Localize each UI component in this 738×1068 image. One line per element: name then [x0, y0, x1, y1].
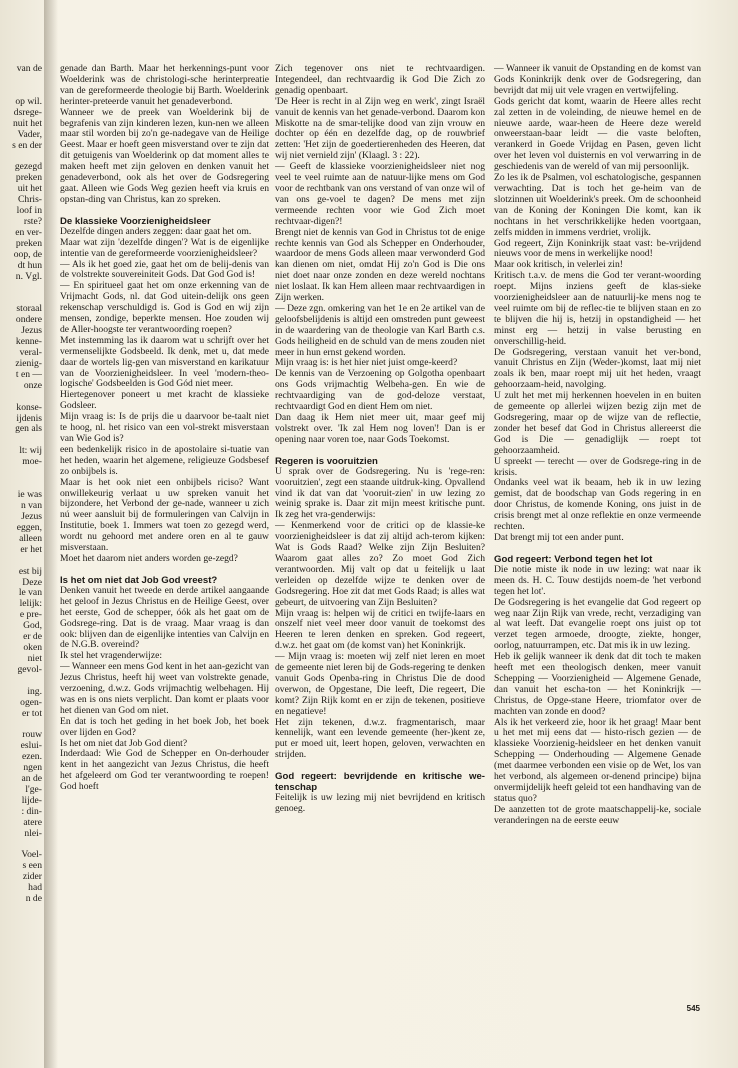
fragment-line: eslui-	[20, 741, 42, 752]
paragraph: De Godsregering is het evangelie dat God regeert op weg naar Zijn Rijk van vrede, recht, verzadiging van al wat leeft. Dat evangelie roept ons juist op tot verzet tegen armoede, droogte, ziekte, honger, oorlog, natuurrampen, etc. Dat mis ik in uw lezing.	[494, 596, 701, 652]
fragment-line	[0, 676, 42, 687]
paragraph: Wanneer we de preek van Woelderink bij de begrafenis van zijn kinderen lezen, kun-nen we alleen maar stil worden bij zo'n ge-nadegave van de Heilige Geest. Maar er hoeft geen misverstand over te zijn dat dit getuigenis van Woelderink op dat moment alles te maken heeft met zijn geloven en denken vanuit het genadeverbond, ook als het over de Godsregering gaat. Alleen wie Gods Weg gezien heeft via kruis en opstan-ding van Christus, kan zo spreken.	[60, 106, 269, 205]
section-heading: God regeert: Verbond tegen het lot	[494, 553, 653, 565]
paragraph: Mijn vraag is: Is de prijs die u daarvoor be-taalt niet te hoog, nl. het risico van een vol-strekt misverstaan van Wie God is?	[60, 411, 269, 444]
gutter-shadow	[44, 0, 58, 1068]
fragment-line: rste?	[23, 216, 42, 227]
fragment-line: gen als	[15, 424, 42, 435]
fragment-line: lijde-	[21, 795, 42, 806]
fragment-line	[0, 719, 42, 730]
fragment-line: moe-	[22, 457, 42, 468]
fragment-line: lelijk:	[19, 599, 42, 610]
paragraph: En dat is toch het geding in het boek Job, het boek over lijden en God?	[60, 715, 269, 738]
paragraph: God regeert, Zijn Koninkrijk staat vast: be-vrijdend nieuws voor de mens in werkelijke nood!	[494, 237, 701, 260]
fragment-line	[0, 75, 42, 86]
fragment-line: gevol-	[17, 664, 42, 675]
paragraph: De Godsregering, verstaan vanuit het ver-bond, vanuit Christus en Zijn (Weder-)komst, laat mij niet zoals ik ben, maar roept mij uit het heden, vraagt gehoorzaam-heid, navolging.	[494, 346, 701, 391]
paragraph: Ondanks veel wat ik beaam, heb ik in uw lezing gemist, dat de boodschap van Gods regering in en door Christus, de komende Koning, ons juist in de crisis brengt met al onze reflektie en onze vermeende rechten.	[494, 477, 701, 533]
fragment-line: op wil.	[15, 96, 42, 107]
paragraph: Met instemming las ik daarom wat u schrijft over het vermenselijkte Godsbeeld. Ik denk, met u, dat mede daar de wortels lig-gen van misverstand en karikatuur van de Voorzienigheidsleer. In veel 'modern-theo-logische' Godsbeelden is God Gód niet meer.	[60, 334, 269, 390]
paragraph: Maar ook kritisch, in velerlei zin!	[494, 259, 623, 271]
fragment-line	[0, 282, 42, 293]
paragraph: Brengt niet de kennis van God in Christus tot de enige rechte kennis van God als Schepper en Onderhouder, waardoor de mens Gods alleen maar verwonderd God kan dienen om niet, omdat Hij zo'n God is Die ons niet doet naar onze zonden en deze wereld nochtans niet loslaat. Ik kan Hem alleen maar rechtvaardigen in Zijn werken.	[275, 226, 485, 304]
column-1	[60, 64, 269, 793]
paragraph: De kennis van de Verzoening op Golgotha openbaart ons Gods vrijmachtig Welbeha-gen. En wie de rechtvaardiging van de god-deloze verstaat, rechtvaardigt God en dient Hem om niet.	[275, 368, 485, 413]
paragraph: U zult het met mij herkennen hoevelen in en buiten de gemeente op allerlei wijzen bezig zijn met de Godsregering, maar op de wijze van de reflectie, zonder het besef dat God in Christus allereerst die God is Die — genadiglijk — roept tot gehoorzaamheid.	[494, 390, 701, 456]
fragment-line	[0, 479, 42, 490]
fragment-line: konse-	[16, 402, 42, 413]
fragment-line: veral-	[19, 348, 42, 359]
fragment-line: alleen	[19, 533, 42, 544]
fragment-line: Chris-	[18, 195, 42, 206]
fragment-line: er de	[23, 632, 42, 643]
paragraph: Is het om niet dat Job God dient?	[60, 737, 188, 749]
fragment-line: est bij	[18, 566, 42, 577]
fragment-line: ie was	[17, 490, 42, 501]
paragraph: De aanzetten tot de grote maatschappelij-ke, sociale veranderingen na de eerste eeuw	[494, 803, 701, 826]
fragment-line: dt hun	[17, 260, 42, 271]
paragraph: — Wanneer ik vanuit de Opstanding en de komst van Gods Koninkrijk denk over de Godsregering, dan bevrijdt dat mij uit vele vragen en vertwijfeling.	[494, 64, 701, 96]
fragment-line: e pre-	[19, 610, 42, 621]
paragraph: Ik stel het vragenderwijze:	[60, 650, 163, 662]
fragment-line: preken	[15, 173, 42, 184]
fragment-line: t en —	[15, 369, 42, 380]
fragment-line: niet	[27, 653, 42, 664]
paragraph: Heb ik gelijk wanneer ik denk dat dit toch te maken heeft met een theologisch denken, meer vanuit Schepping — Voorzienigheid — Algemene Genade, dan vanuit het escha-ton — het Koninkrijk — Christus, de Opge-stane Heere, triomfator over de machten van zonde en dood?	[494, 651, 701, 717]
fragment-line: oken	[23, 642, 42, 653]
fragment-line: ijdenis	[16, 413, 42, 424]
left-page-fragment	[0, 64, 44, 905]
fragment-line: eggen,	[16, 522, 42, 533]
fragment-line: had	[28, 883, 42, 894]
fragment-line: kenne-	[15, 337, 42, 348]
paragraph: Die notie miste ik node in uw lezing: wat naar ik meen ds. H. C. Touw destijds noem-de 'het verbond tegen het lot'.	[494, 563, 701, 597]
paragraph: een bedenkelijk risico in de apostolaire si-tuatie van het heden, waarin het algemene, religieuze Godsbesef zo onbijbels is.	[60, 443, 269, 477]
paragraph: Inderdaad: Wie God de Schepper en On-derhouder kent in het aangezicht van Jezus Christus, die heeft het afgeleerd om God ter verantwoording te roepen! God hoeft	[60, 748, 269, 793]
fragment-line: God,	[23, 621, 42, 632]
paragraph: Zich tegenover ons niet te rechtvaardigen. Integendeel, dan rechtvaardig ik God Die Zich zo genadig openbaart.	[275, 64, 485, 96]
paragraph: — Mijn vraag is: moeten wij zelf niet leren en moet de gemeente niet leren bij de Gods-regering te denken vanuit Gods Openba-ring in Christus Die de dood overwon, de Opgestane, Die leeft, Die regeert, Die komt? Zijn Rijk komt en er zijn de tekenen, positieve en negatieve!	[275, 651, 485, 717]
paragraph: Maar wat zijn 'dezelfde dingen'? Wat is de eigenlijke intentie van de gereformeerde voorzienigheidsleer?	[60, 236, 269, 259]
column-3	[494, 64, 701, 827]
fragment-line: nlei-	[24, 828, 42, 839]
paragraph: Dat brengt mij tot een ander punt.	[494, 531, 624, 543]
paragraph: Gods gericht dat komt, waarin de Heere alles recht zal zetten in de voleinding, de nieuwe hemel en de nieuwe aarde, waar-heen de Heere deze wereld onweerstaan-baar leidt — die vaste beloften, verankerd in Goede Vrijdag en Pasen, geven licht over het leven vol duisternis en vol verwarring in de geschiedenis van de wereld of van mij persoonlijk.	[494, 95, 701, 173]
fragment-line: van de	[16, 64, 42, 74]
section-heading: God regeert: bevrijdende en kritische we-tenschap	[275, 771, 485, 794]
fragment-line	[0, 435, 42, 446]
fragment-line: an de	[21, 774, 42, 785]
paragraph: Denken vanuit het tweede en derde artikel aangaande het geloof in Jezus Christus en de Heilige Geest, over het eerste, God de schepper, óók als het gaat om de Godsrege-ring. Dat is de vraag. Maar vraag is dan ook: blijven dan de eigenlijke intenties van Calvijn en de N.G.B. overeind?	[60, 584, 269, 651]
fragment-line: oop, de	[13, 249, 42, 260]
fragment-line: zienig-	[15, 358, 42, 369]
section-heading: De klassieke Voorzienigheidsleer	[60, 215, 211, 227]
paragraph: Dan daag ik Hem niet meer uit, maar geef mij volstrekt over. 'Ik zal Hem nog loven'! Dan is er opening naar voren toe, naar Gods Toekomst.	[275, 412, 485, 445]
paragraph: Maar is het ook niet een onbijbels riciso? Want onwillekeurig verlaat u uw spreken vanuit het bijzondere, het Verbond der ge-nade, wanneer u zich nú weer aansluit bij de formuleringen van Calvijn in Institutie, boek 1. Immers wat toen zo gezegd werd, wordt nu gehoord met andere oren en al te gauw misverstaan.	[60, 476, 269, 554]
fragment-line: s en der	[12, 140, 42, 151]
fragment-line: en ver-	[15, 227, 42, 238]
fragment-line	[0, 556, 42, 567]
fragment-line: rouw	[22, 730, 42, 741]
section-heading: Is het om niet dat Job God vreest?	[60, 574, 218, 586]
fragment-line: Vader,	[17, 129, 42, 140]
fragment-line: n de	[25, 894, 42, 905]
page-number: 545	[686, 1004, 700, 1013]
fragment-line: preken	[15, 238, 42, 249]
fragment-line: ngen	[23, 763, 42, 774]
fragment-line	[0, 86, 42, 97]
fragment-line: s een	[22, 861, 42, 872]
fragment-line	[0, 839, 42, 850]
fragment-line: n. Vgl.	[15, 271, 42, 282]
paragraph: — Kenmerkend voor de critici op de klassie-ke voorzienigheidsleer is dat zij altijd ach-terom kijken: Wat is Gods Raad? Welke zijn Zijn Besluiten? Waarom gaat alles zo? Zo moet God Zich verantwoorden. Mij valt op dat u feitelijk u laat verleiden op dezelfde wijze te denken over de Godsregering. Hoe zit dat met Gods Raad; is alles wat gebeurt, de uitvoering van Zijn Besluiten?	[275, 520, 485, 608]
fragment-line: zider	[22, 872, 42, 883]
section-heading: Regeren is vooruitzien	[275, 455, 378, 467]
fragment-line: l'ge-	[25, 784, 42, 795]
fragment-line: Jezus	[21, 512, 42, 522]
paragraph: Als ik het verkeerd zie, hoor ik het graag! Maar bent u het met mij eens dat — histo-risch gezien — de klassieke Voorzienig-heidsleer en het denken vanuit Schepping — Onderhouding — Algemene Genade (met daarmee verbonden een visie op de Wet, los van het verbond, als algemeen or-denend principe) bijna onvermijdelijk heeft geleid tot een handhaving van de status quo?	[494, 716, 701, 804]
paragraph: — Wanneer een mens God kent in het aan-gezicht van Jezus Christus, heeft hij weet van volstrekte genade, verzoening, d.w.z. Gods vrijmachtig welbehagen. Hij was en is ons niets verplicht. Dan komt er plaats voor het dienen van God om niet.	[60, 661, 269, 716]
fragment-line: loof in	[16, 206, 42, 217]
fragment-line: ogen-	[20, 697, 42, 708]
paragraph: Kritisch t.a.v. de mens die God ter verant-woording roept. Mijns inziens geeft de klas-sieke voorzienigheidsleer aan de natuurlij-ke mens nog te veel ruimte om bij de reflec-tie te blijven staan en zo te blijven die hij is, hetzij in opstandigheid — het minst erg — hetzij in valse berusting en onverschillig-heid.	[494, 270, 701, 347]
column-2	[275, 64, 485, 815]
paragraph: Het zijn tekenen, d.w.z. fragmentarisch, maar kennelijk, want een levende gemeente (her-)kent ze, put er moed uit, leert hopen, geloven, verwachten en strijden.	[275, 716, 485, 761]
fragment-line: gezegd	[14, 162, 42, 173]
fragment-line: ezen.	[22, 752, 42, 763]
fragment-line	[0, 151, 42, 162]
fragment-line: onze	[23, 380, 42, 391]
paragraph: Feitelijk is uw lezing mij niet bevrijdend en kritisch genoeg.	[275, 792, 485, 815]
paragraph: Dezelfde dingen anders zeggen: daar gaat het om.	[60, 225, 252, 237]
fragment-line: storaal	[16, 304, 42, 315]
fragment-line	[0, 293, 42, 304]
fragment-line: ondere	[15, 315, 42, 326]
fragment-line: Deze	[22, 577, 42, 588]
fragment-line: n van	[20, 501, 42, 512]
fragment-line: Voel-	[21, 850, 42, 861]
fragment-line: : din-	[21, 806, 42, 817]
paragraph: U spreekt — terecht — over de Godsrege-ring in de krisis.	[494, 455, 701, 478]
fragment-line: lt: wij	[19, 446, 42, 457]
paragraph: Moet het daarom niet anders worden ge-zegd?	[60, 552, 238, 564]
paragraph: — En spiritueel gaat het om onze erkenning van de Vrijmacht Gods, nl. dat God uitein-delijk ons geen rekenschap verschuldigd is. God is God en wij zijn mensen, zondige, beperkte mensen. Hoe zouden wij de Aller-hoogste ter verantwoording roepen?	[60, 280, 269, 335]
fragment-line: nuit het	[12, 118, 42, 129]
fragment-line: er het	[20, 544, 42, 555]
fragment-line	[0, 392, 42, 403]
fragment-line: atere	[23, 817, 42, 828]
fragment-line: Jezus	[21, 326, 42, 337]
fragment-line	[0, 468, 42, 479]
paragraph: genade dan Barth. Maar het herkennings-punt voor Woelderink was de christologi-sche herinterpreatie van de gereformeerde theologie bij Barth. Woelderink herinter-preteerde vanuit het genadeverbond.	[60, 64, 269, 107]
paragraph: Zo les ik de Psalmen, vol eschatologische, gespannen verwachting. Dat is toch het ge-heim van de slotzinnen uit Woelderink's preek. Om de schoonheid van de Koning der Koningen Die komt, kan ik nochtans in het verschrikkelijke heden voortgaan, zelfs midden in immens verdriet, vrolijk.	[494, 172, 701, 238]
paragraph: Mijn vraag is: helpen wij de critici en twijfe-laars en onszelf niet veel meer door vanuit de toekomst des Heeren te leren denken en spreken. God regeert, d.w.z. het gaat om (de komst van) het Koninkrijk.	[275, 607, 485, 652]
paragraph: Hiertegenover poneert u met kracht de klassieke Godsleer.	[60, 389, 269, 412]
fragment-line: le van	[18, 588, 42, 599]
fragment-line: dsrege-	[13, 107, 42, 118]
paragraph: U sprak over de Godsregering. Nu is 'rege-ren: vooruitzien', zegt een staande uitdruk-king. Opvallend vind ik dat van dat 'vooruit-zien' in uw lezing zo weinig sprake is. Daar zit mijn meest kritische punt. Ik zeg het vra-genderwijs:	[275, 465, 485, 521]
fragment-line: ing.	[27, 686, 42, 697]
paragraph: 'De Heer is recht in al Zijn weg en werk', zingt Israël vanuit de kennis van het genade-verbond. Daarom kon Miskotte na de smar-telijke dood van zijn vrouw en dochter op één en dezelfde dag, op de rouwbrief zetten: 'Het zijn de goedertierenheden des Heeren, dat wij niet vernield zijn' (Klaagl. 3 : 22).	[275, 95, 485, 162]
paragraph: — Geeft de klassieke voorzienigheidsleer niet nog veel te veel ruimte aan de natuur-lijke mens om God voor de rechtbank van ons verstand of van onze wil of van ons ge-voel te dagen? De mens met zijn vermeende rechten voor wie God Zich moet rechtvaar-digen?!	[275, 161, 485, 227]
fragment-line: uit het	[17, 184, 42, 195]
fragment-line: er tot	[22, 708, 42, 719]
paragraph: — Als ik het goed zie, gaat het om de belij-denis van de volstrekte souvereiniteit Gods. Dat God God is!	[60, 258, 269, 281]
paragraph: — Deze zgn. omkering van het 1e en 2e artikel van de geloofsbelijdenis is altijd een omstreden punt geweest in de waardering van de theologie van Karl Barth c.s. Gods heiligheid en de schuld van de mens zouden niet meer in hun ernst gekend worden.	[275, 302, 485, 358]
paragraph: Mijn vraag is: is het hier niet juist omge-keerd?	[275, 357, 458, 369]
